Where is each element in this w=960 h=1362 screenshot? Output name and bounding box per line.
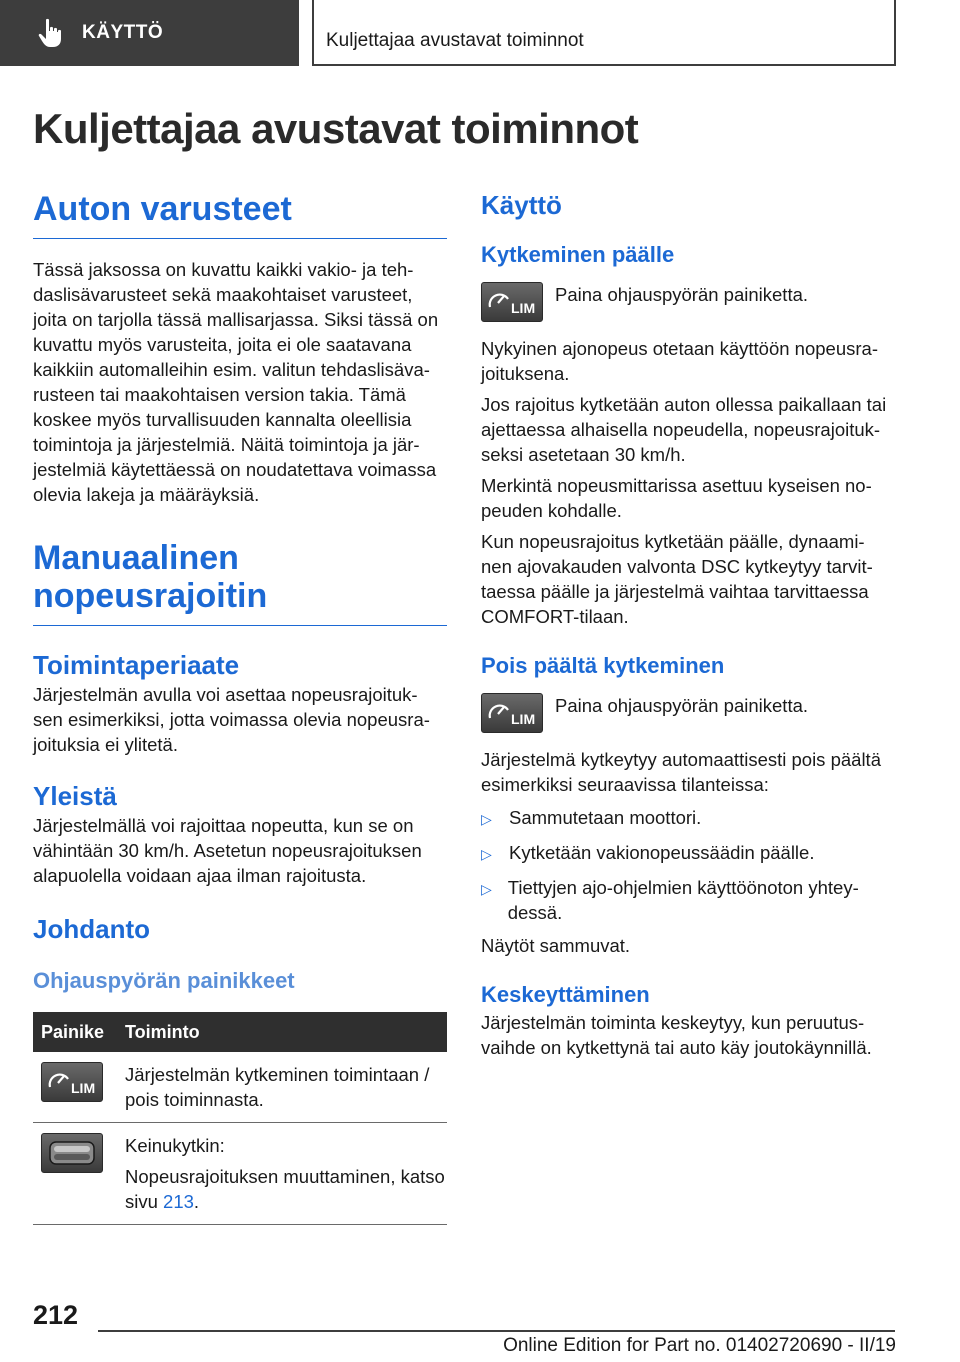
- pause-heading: Keskeyttäminen: [481, 982, 650, 1007]
- section-tab[interactable]: [0, 0, 299, 66]
- lim-button-icon: [481, 693, 543, 733]
- off-paragraph-2: Näytöt sammuvat.: [481, 935, 631, 956]
- limiter-heading-line2: nopeusrajoitin: [33, 577, 268, 615]
- rocker-switch-icon: [41, 1133, 103, 1173]
- on-heading: Kytkeminen päälle: [481, 242, 675, 267]
- hand-pointer-icon: [36, 14, 74, 52]
- table-row: [33, 1123, 447, 1225]
- right-column: [481, 190, 895, 1060]
- section-label: KÄYTTÖ: [82, 22, 164, 43]
- on-button-text: Paina ohjauspyörän painiketta.: [555, 284, 809, 305]
- on-button-row: [481, 282, 895, 322]
- buttons-table: [33, 1012, 447, 1225]
- principle-heading: Toimintaperiaate: [33, 650, 240, 680]
- chapter-label: Kuljettajaa avustavat toiminnot: [326, 30, 584, 51]
- col-header-function: Toiminto: [117, 1012, 447, 1052]
- equipment-text: Tässä jaksossa on kuvattu kaikki vakio- ja teh-daslisävarusteet sekä maakohtaiset varusteet, joita on tarjolla tässä mallisarjassa. Siksi tässä on kuvattu myös varusteita, joita ei ole saatavana kaikkiin automalleihin esim. valitun tehdaslisäva-rusteen tai maakohtaisen version takia. Tämä koskee myös turvallisuuden kannalta oleellisia toimintoja ja järjestelmiä. Näitä toimintoja ja jär-jestelmiä käytettäessä on noudatettava voimassa olevia lakeja ja määräyksiä.: [33, 259, 439, 505]
- off-paragraph-1: Järjestelmä kytkeytyy automaattisesti pois päältä esimerkiksi seuraavissa tilanteissa:: [481, 749, 881, 795]
- lim-button-icon: [481, 282, 543, 322]
- principle-text: Järjestelmän avulla voi asettaa nopeusrajoituk-sen esimerkiksi, jotta voimassa olevia nopeusra-joituksia ei ylitetä.: [33, 684, 430, 755]
- on-paragraph-1: Nykyinen ajonopeus otetaan käyttöön nopeusra-joituksena.: [481, 338, 878, 384]
- table-header-row: [33, 1012, 447, 1052]
- triangle-bullet-icon: ▷: [481, 846, 492, 862]
- off-heading: Pois päältä kytkeminen: [481, 653, 725, 678]
- row1-function: Järjestelmän kytkeminen toimintaan / pois toiminnasta.: [117, 1052, 447, 1123]
- limiter-heading: [33, 539, 447, 626]
- left-column: [33, 190, 447, 1225]
- usage-heading: Käyttö: [481, 190, 562, 220]
- off-button-text: Paina ohjauspyörän painiketta.: [555, 695, 809, 716]
- pause-text: Järjestelmän toiminta keskeytyy, kun peruutus-vaihde on kytkettynä tai auto käy joutokäynnillä.: [481, 1012, 872, 1058]
- svg-text:LIM: LIM: [511, 300, 536, 316]
- triangle-bullet-icon: ▷: [481, 811, 492, 827]
- page-number: 212: [33, 1300, 79, 1330]
- buttons-heading: Ohjauspyörän painikkeet: [33, 968, 295, 993]
- chapter-header: [312, 0, 896, 66]
- on-paragraph-2: Jos rajoitus kytketään auton ollessa paikallaan tai ajettaessa alhaisella nopeudella, nopeusrajoituk-seksi asetetaan 30 km/h.: [481, 394, 887, 465]
- lim-button-icon: [41, 1062, 103, 1102]
- list-item: ▷ Kytketään vakionopeussäädin päälle.: [481, 840, 895, 867]
- table-row: [33, 1052, 447, 1123]
- general-text: Järjestelmällä voi rajoittaa nopeutta, kun se on vähintään 30 km/h. Asetetun nopeusrajoituksen alapuolella voidaan ajaa ilman rajoitusta.: [33, 815, 422, 886]
- on-paragraph-4: Kun nopeusrajoitus kytketään päälle, dynaami-nen ajovakauden valvonta DSC kytkeytyy tarvit-taessa päälle ja järjestelmä vaihtaa tarvittaessa COMFORT-tilaan.: [481, 531, 873, 627]
- svg-text:LIM: LIM: [71, 1080, 96, 1096]
- general-heading: Yleistä: [33, 781, 117, 811]
- page-link[interactable]: 213: [163, 1191, 194, 1212]
- list-item: ▷ Tiettyjen ajo-ohjelmien käyttöönoton yhtey-dessä.: [481, 877, 859, 923]
- footer-divider: [98, 1330, 895, 1332]
- svg-text:LIM: LIM: [511, 711, 536, 727]
- equipment-heading: Auton varusteet: [33, 190, 447, 239]
- edition-text: Online Edition for Part no. 01402720690 - II/19: [503, 1335, 896, 1356]
- row2-line2: Nopeusrajoituksen muuttaminen, katso sivu 213.: [125, 1166, 445, 1212]
- triangle-bullet-icon: ▷: [481, 881, 492, 897]
- row2-line1: Keinukytkin:: [125, 1135, 225, 1156]
- on-paragraph-3: Merkintä nopeusmittarissa asettuu kyseisen no-peuden kohdalle.: [481, 475, 872, 521]
- limiter-heading-line1: Manuaalinen: [33, 539, 239, 577]
- col-header-button: Painike: [33, 1012, 117, 1052]
- off-button-row: [481, 693, 895, 733]
- page-title: Kuljettajaa avustavat toiminnot: [33, 105, 639, 152]
- intro-heading: Johdanto: [33, 914, 150, 944]
- list-item: ▷ Sammutetaan moottori.: [481, 805, 895, 832]
